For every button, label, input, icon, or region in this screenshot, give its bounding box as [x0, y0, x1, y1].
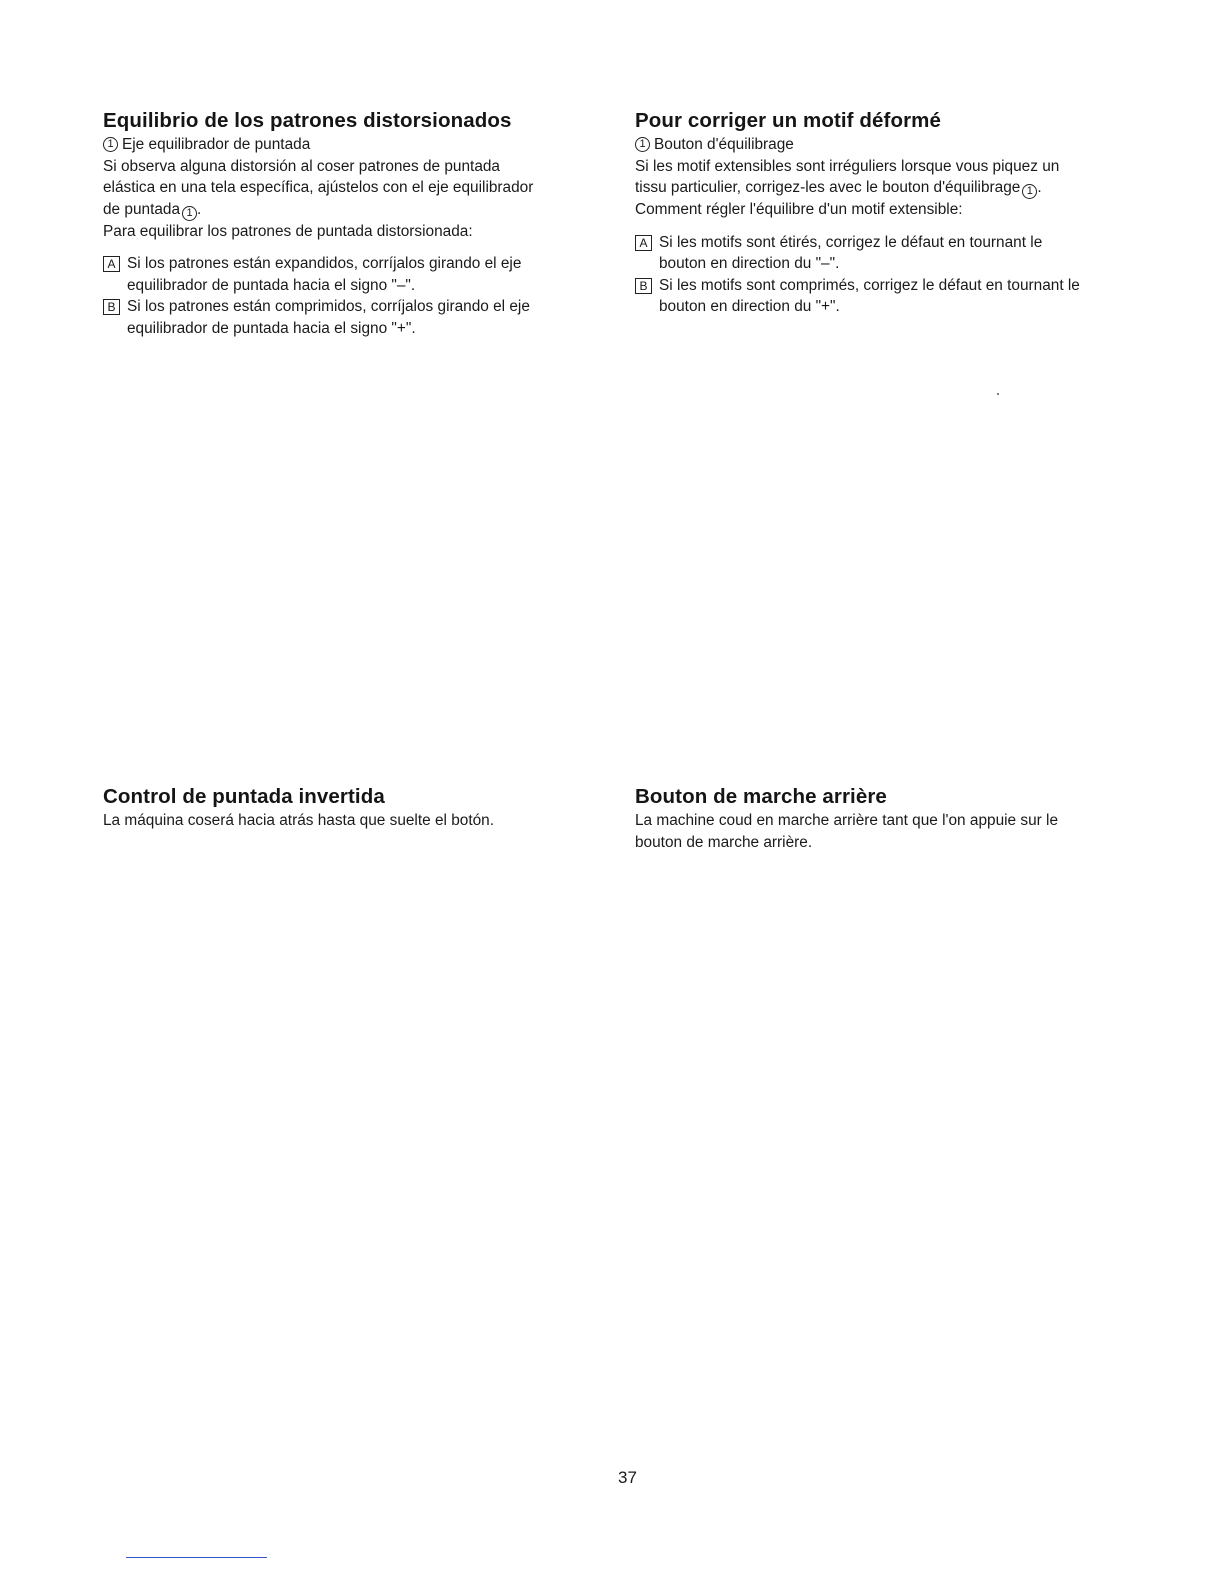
box-label-b: B [103, 299, 120, 315]
es-item-a-line: Si los patrones están expandidos, corríjalos girando el eje [127, 255, 522, 272]
box-label-b: B [635, 278, 652, 294]
scan-speck [997, 393, 999, 395]
fr-item-a-line: Si les motifs sont étirés, corrigez le défaut en tournant le [659, 233, 1043, 251]
es-balance-heading: Equilibrio de los patrones distorsionados [103, 109, 512, 132]
es-balance-reference [103, 134, 623, 156]
reference-number-1: 1 [635, 137, 650, 152]
fr-balance-paragraph-text: tissu particulier, corrigez-les avec le bouton d'équilibrage [635, 179, 1021, 196]
fr-balance-heading: Pour corriger un motif déformé [635, 109, 941, 132]
fr-balance-paragraph-line: Si les motif extensibles sont irréguliers lorsque vous piquez un [635, 157, 1060, 175]
es-item-a-line: equilibrador de puntada hacia el signo "–". [127, 276, 416, 294]
es-reverse-section [103, 784, 623, 832]
es-balance-section [103, 108, 623, 339]
fr-balance-intro: Comment régler l'équilibre d'un motif extensible: [635, 201, 963, 218]
fr-reverse-text: La machine coud en marche arrière tant que l'on appuie sur le [635, 812, 1059, 829]
es-balance-paragraph-line: Si observa alguna distorsión al coser patrones de puntada [103, 157, 500, 175]
es-reverse-text: La máquina coserá hacia atrás hasta que suelte el botón. [103, 812, 495, 829]
es-balance-paragraph-text: de puntada [103, 200, 181, 218]
es-reverse-heading: Control de puntada invertida [103, 785, 385, 808]
reference-number-1: 1 [182, 206, 197, 221]
fr-balance-reference-label: Bouton d'équilibrage [654, 136, 794, 153]
es-balance-paragraph-line: elástica en una tela específica, ajústelos con el eje equilibrador [103, 179, 534, 196]
page-number: 37 [618, 1468, 637, 1487]
es-balance-reference-label: Eje equilibrador de puntada [122, 136, 311, 153]
box-label-a: A [103, 256, 120, 272]
es-item-b [103, 296, 623, 339]
fr-item-b-line: bouton en direction du "+". [659, 298, 840, 315]
fr-item-b [635, 275, 1155, 318]
fr-item-a-line: bouton en direction du "–". [659, 255, 840, 272]
fr-balance-section [635, 108, 1155, 318]
fr-reverse-section [635, 784, 1155, 853]
fr-balance-paragraph-line [635, 177, 1155, 199]
fr-balance-reference [635, 134, 1155, 156]
reference-number-1: 1 [1022, 184, 1037, 199]
box-label-a: A [635, 235, 652, 251]
es-item-b-line: equilibrador de puntada hacia el signo "+". [127, 319, 416, 337]
fr-item-a [635, 232, 1155, 275]
reference-number-1: 1 [103, 137, 118, 152]
fr-reverse-text: bouton de marche arrière. [635, 833, 813, 851]
fr-reverse-heading: Bouton de marche arrière [635, 785, 887, 808]
fr-item-b-line: Si les motifs sont comprimés, corrigez le défaut en tournant le [659, 276, 1080, 294]
sentence-period: . [1037, 179, 1042, 196]
es-balance-paragraph-line [103, 199, 623, 221]
footer-rule [126, 1557, 267, 1558]
es-item-a [103, 253, 623, 296]
es-item-b-line: Si los patrones están comprimidos, corríjalos girando el eje [127, 298, 530, 315]
sentence-period: . [197, 200, 202, 218]
es-balance-intro: Para equilibrar los patrones de puntada distorsionada: [103, 222, 473, 240]
